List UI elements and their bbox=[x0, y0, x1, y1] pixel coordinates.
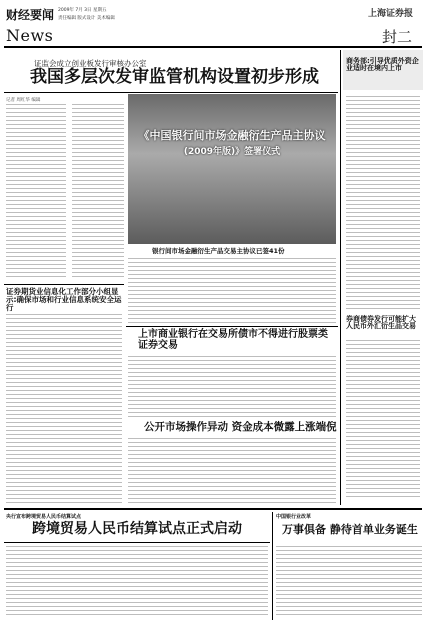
photo-caption: 银行间市场金融衍生产品交易主协议已签41份 bbox=[152, 247, 285, 255]
lead-rule bbox=[4, 92, 338, 93]
right-story2-headline: 券商债券发行可能扩大 人民币外汇衍生品交易 bbox=[346, 315, 416, 331]
bottom-right-tag: 中国银行业改革 bbox=[276, 514, 312, 520]
lead-column-2 bbox=[72, 104, 124, 280]
lead-headline: 我国多层次发审监管机构设置初步形成 bbox=[30, 67, 319, 87]
right-story1-text bbox=[346, 96, 420, 310]
stocks-headline: 上市商业银行在交易所债市不得进行股票类证券交易 bbox=[138, 329, 328, 351]
editor-line: 责任编辑 版式设计 美术编辑 bbox=[58, 16, 115, 21]
section-label-news: News bbox=[6, 26, 54, 45]
lead-byline: 记者 周红华 编辑 bbox=[6, 98, 41, 103]
bottom-column-rule bbox=[272, 512, 273, 620]
paper-name: 上海证券报 bbox=[368, 9, 414, 19]
insurance-rule bbox=[4, 284, 124, 285]
dateline: 2009年 7月 3日 星期五 bbox=[58, 8, 107, 13]
page-label: 封二 bbox=[382, 28, 413, 46]
bottom-right-text bbox=[276, 546, 422, 618]
lead-kicker: 证监会成立创业板发行审核办公室 bbox=[34, 59, 147, 68]
bottom-tag: 央行宣布跨境贸易人民币结算试点 bbox=[6, 514, 82, 520]
stocks-rule bbox=[126, 326, 338, 327]
section-title: 财经要闻 bbox=[6, 8, 55, 22]
insurance-text bbox=[6, 314, 122, 504]
bottom-rule bbox=[4, 508, 422, 510]
open-market-headline: 公开市场操作异动 资金成本微露上涨端倪 bbox=[144, 421, 337, 433]
ceremony-photo bbox=[128, 94, 336, 244]
right-story1-headline: 商务部:引导优质外资企业适时在境内上市 bbox=[346, 57, 419, 73]
photo-story-text bbox=[128, 258, 336, 324]
stocks-text bbox=[128, 356, 336, 418]
bottom-subrule bbox=[4, 542, 270, 543]
lead-column-1 bbox=[6, 104, 66, 280]
open-market-text bbox=[128, 438, 336, 504]
bottom-right-headline: 万事俱备 静待首单业务诞生 bbox=[282, 523, 418, 536]
bottom-text bbox=[6, 546, 268, 618]
bottom-headline: 跨境贸易人民币结算试点正式启动 bbox=[32, 521, 242, 537]
photo-banner-subtitle: (2009年版)》签署仪式 bbox=[183, 147, 281, 157]
photo-banner-title: 《中国银行间市场金融衍生产品主协议 bbox=[138, 129, 326, 142]
right-column-rule bbox=[340, 50, 341, 505]
insurance-headline: 证券期货业信息化工作部分小组显示:确保市场和行业信息系统安全运行 bbox=[6, 287, 122, 312]
right-story2-text bbox=[346, 340, 420, 500]
masthead-rule bbox=[4, 46, 422, 48]
